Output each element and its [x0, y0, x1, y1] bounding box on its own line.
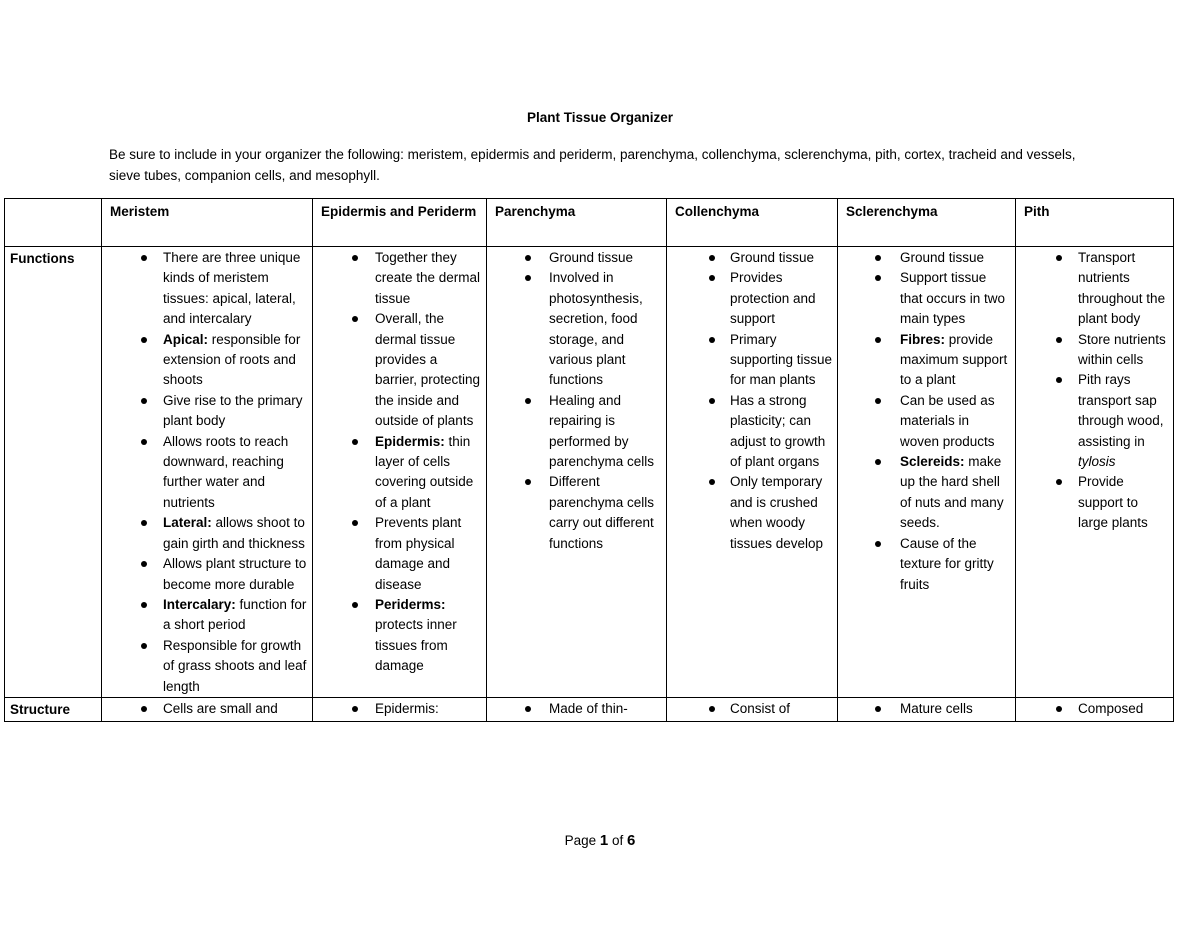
list-item: [730, 699, 833, 719]
list-item: [1078, 472, 1169, 533]
bullet-icon: [875, 255, 881, 261]
header-cell-meristem: Meristem: [102, 199, 313, 247]
list-item: [375, 248, 482, 309]
term-label: Apical:: [163, 331, 209, 347]
instructions: Be sure to include in your organizer the following: meristem, epidermis and periderm, parenchyma, collenchyma, sclerenchyma, pith, cortex, tracheid and vessels, sieve tubes, companion cells, and mesophyll.: [109, 147, 1076, 183]
list-item: [1078, 699, 1169, 719]
item-text: Pith rays transport sap through wood, assisting in: [1078, 372, 1164, 449]
bullet-icon: [709, 275, 715, 281]
footer-prefix: Page: [564, 833, 600, 848]
list-item: [163, 595, 308, 636]
list-item: [375, 309, 482, 431]
bullet-icon: [875, 459, 881, 465]
item-text: Together they create the dermal tissue: [375, 250, 481, 306]
list-item: [375, 699, 482, 719]
item-text: allows shoot to gain girth and thickness: [163, 515, 305, 551]
bullet-icon: [1056, 706, 1062, 712]
bullet-icon: [1056, 337, 1062, 343]
bullet-icon: [525, 706, 531, 712]
header-cell-pith: Pith: [1016, 199, 1174, 247]
item-text: Ground tissue: [730, 250, 815, 265]
header-cell-sclerenchyma: Sclerenchyma: [838, 199, 1016, 247]
term-label: Intercalary:: [163, 596, 236, 612]
bullet-list: [1016, 247, 1173, 534]
footer-middle: of: [608, 833, 628, 848]
item-text: make up the hard shell of nuts and many seeds.: [900, 454, 1004, 531]
list-item: [163, 432, 308, 514]
item-text: function for a short period: [163, 596, 307, 633]
item-text: Cells are small and: [163, 700, 278, 716]
list-item: [375, 595, 482, 677]
bullet-list: [487, 247, 666, 554]
bullet-icon: [525, 255, 531, 261]
cell-parenchyma-functions: [487, 247, 667, 698]
list-item: [1078, 370, 1169, 472]
bullet-icon: [141, 602, 147, 608]
item-text: Consist of: [730, 700, 791, 716]
list-item: [549, 472, 662, 554]
bullet-icon: [352, 439, 358, 445]
list-item: [900, 534, 1011, 595]
item-text: Prevents plant from physical damage and disease: [375, 515, 462, 592]
header-cell-epidermis: Epidermis and Periderm: [313, 199, 487, 247]
item-text: responsible for extension of roots and shoots: [163, 331, 301, 388]
header-cell-empty: [5, 199, 102, 247]
bullet-list: [838, 698, 1015, 719]
cell-meristem-structure: [102, 697, 313, 721]
list-item: [900, 248, 1011, 268]
list-item: [730, 472, 833, 554]
list-item: [163, 636, 308, 697]
bullet-icon: [875, 275, 881, 281]
bullet-icon: [141, 561, 147, 567]
item-text: Ground tissue: [549, 250, 634, 265]
item-text: Only temporary and is crushed when woody tissues develop: [730, 474, 824, 551]
row-label-functions: Functions: [5, 247, 102, 698]
bullet-icon: [141, 337, 147, 343]
cell-collenchyma-functions: [667, 247, 838, 698]
cell-epidermis-functions: [313, 247, 487, 698]
bullet-icon: [141, 398, 147, 404]
item-text: Allows roots to reach downward, reaching further water and nutrients: [163, 433, 289, 510]
list-item: [163, 391, 308, 432]
list-item: [730, 248, 833, 268]
item-text: Healing and repairing is performed by parenchyma cells: [549, 392, 655, 470]
bullet-icon: [709, 398, 715, 404]
bullet-list: [313, 698, 486, 719]
list-item: [730, 391, 833, 473]
cell-collenchyma-structure: [667, 697, 838, 721]
list-item: [549, 699, 662, 719]
list-item: [730, 268, 833, 329]
bullet-list: [838, 247, 1015, 595]
item-text: Allows plant structure to become more durable: [163, 556, 307, 592]
item-text: Made of thin-: [549, 700, 628, 716]
item-text: Primary supporting tissue for man plants: [730, 331, 833, 388]
bullet-icon: [875, 541, 881, 547]
bullet-list: [667, 247, 837, 554]
header-row: [5, 199, 1174, 247]
item-text: Give rise to the primary plant body: [163, 392, 303, 429]
item-text: Store nutrients within cells: [1078, 331, 1166, 368]
bullet-icon: [525, 398, 531, 404]
bullet-icon: [709, 255, 715, 261]
bullet-icon: [875, 706, 881, 712]
item-text: Overall, the dermal tissue provides a barrier, protecting the inside and outside of plants: [375, 311, 481, 429]
cell-pith-structure: [1016, 697, 1174, 721]
list-item: [163, 554, 308, 595]
cell-parenchyma-structure: [487, 697, 667, 721]
term-label: Lateral:: [163, 515, 212, 531]
bullet-icon: [141, 520, 147, 526]
term-label: Sclereids:: [900, 454, 965, 470]
page-title: Plant Tissue Organizer: [526, 110, 674, 125]
bullet-icon: [1056, 255, 1062, 261]
item-text: thin layer of cells covering outside of a plant: [375, 433, 474, 510]
item-text: Epidermis:: [375, 700, 439, 716]
bullet-list: [1016, 698, 1173, 719]
list-item: [549, 248, 662, 268]
bullet-icon: [141, 706, 147, 712]
item-text: Can be used as materials in woven products: [900, 392, 995, 449]
cell-sclerenchyma-structure: [838, 697, 1016, 721]
bullet-icon: [141, 643, 147, 649]
list-item: [549, 268, 662, 390]
list-item: [1078, 248, 1169, 330]
bullet-list: [313, 247, 486, 677]
item-text: Provide support to large plants: [1078, 474, 1148, 531]
item-text: Ground tissue: [900, 250, 985, 265]
list-item: [163, 330, 308, 391]
organizer-table: [4, 198, 1174, 722]
list-item: [900, 699, 1011, 719]
item-text: provide maximum support to a plant: [900, 331, 1008, 388]
italic-term: tylosis: [1078, 454, 1116, 470]
list-item: [549, 391, 662, 473]
bullet-icon: [352, 316, 358, 322]
bullet-icon: [875, 398, 881, 404]
bullet-list: [667, 698, 837, 719]
header-cell-collenchyma: Collenchyma: [667, 199, 838, 247]
list-item: [163, 699, 308, 719]
item-text: Responsible for growth of grass shoots and leaf length: [163, 637, 307, 694]
term-label: Periderms:: [375, 596, 446, 612]
cell-sclerenchyma-functions: [838, 247, 1016, 698]
bullet-icon: [525, 275, 531, 281]
cell-meristem-functions: [102, 247, 313, 698]
page-footer: [0, 832, 1200, 849]
bullet-icon: [352, 520, 358, 526]
list-item: [900, 452, 1011, 534]
bullet-icon: [352, 706, 358, 712]
item-text: protects inner tissues from damage: [375, 617, 457, 674]
bullet-list: [102, 247, 312, 697]
item-text: Support tissue that occurs in two main types: [900, 270, 1006, 327]
bullet-list: [102, 698, 312, 719]
bullet-icon: [352, 255, 358, 261]
item-text: Has a strong plasticity; can adjust to growth of plant organs: [730, 392, 826, 470]
list-item: [163, 513, 308, 554]
bullet-icon: [709, 337, 715, 343]
bullet-icon: [1056, 479, 1062, 485]
bullet-icon: [525, 479, 531, 485]
list-item: [900, 330, 1011, 391]
term-label: Fibres:: [900, 331, 946, 347]
bullet-icon: [709, 706, 715, 712]
header-cell-parenchyma: Parenchyma: [487, 199, 667, 247]
item-text: There are three unique kinds of meristem tissues: apical, lateral, and intercalary: [163, 250, 301, 327]
bullet-icon: [352, 602, 358, 608]
cell-pith-functions: [1016, 247, 1174, 698]
item-text: Mature cells: [900, 700, 973, 716]
list-item: [163, 248, 308, 330]
list-item: [730, 330, 833, 391]
bullet-icon: [141, 255, 147, 261]
list-item: [375, 432, 482, 514]
structure-row: [5, 697, 1174, 721]
cell-epidermis-structure: [313, 697, 487, 721]
bullet-list: [487, 698, 666, 719]
bullet-icon: [875, 337, 881, 343]
item-text: Cause of the texture for gritty fruits: [900, 535, 994, 592]
list-item: [900, 391, 1011, 452]
current-page-number: 1: [599, 832, 609, 849]
row-label-structure: Structure: [5, 697, 102, 721]
list-item: [900, 268, 1011, 329]
item-text: Provides protection and support: [730, 270, 816, 327]
functions-row: [5, 247, 1174, 698]
bullet-icon: [141, 439, 147, 445]
item-text: Involved in photosynthesis, secretion, food storage, and various plant functions: [549, 270, 643, 388]
bullet-icon: [1056, 377, 1062, 383]
term-label: Epidermis:: [375, 433, 445, 449]
item-text: Transport nutrients throughout the plant body: [1078, 250, 1166, 327]
bullet-icon: [709, 479, 715, 485]
list-item: [375, 513, 482, 595]
item-text: Composed: [1078, 700, 1144, 716]
total-page-number: 6: [627, 832, 636, 849]
item-text: Different parenchyma cells carry out different functions: [549, 474, 655, 551]
list-item: [1078, 330, 1169, 371]
